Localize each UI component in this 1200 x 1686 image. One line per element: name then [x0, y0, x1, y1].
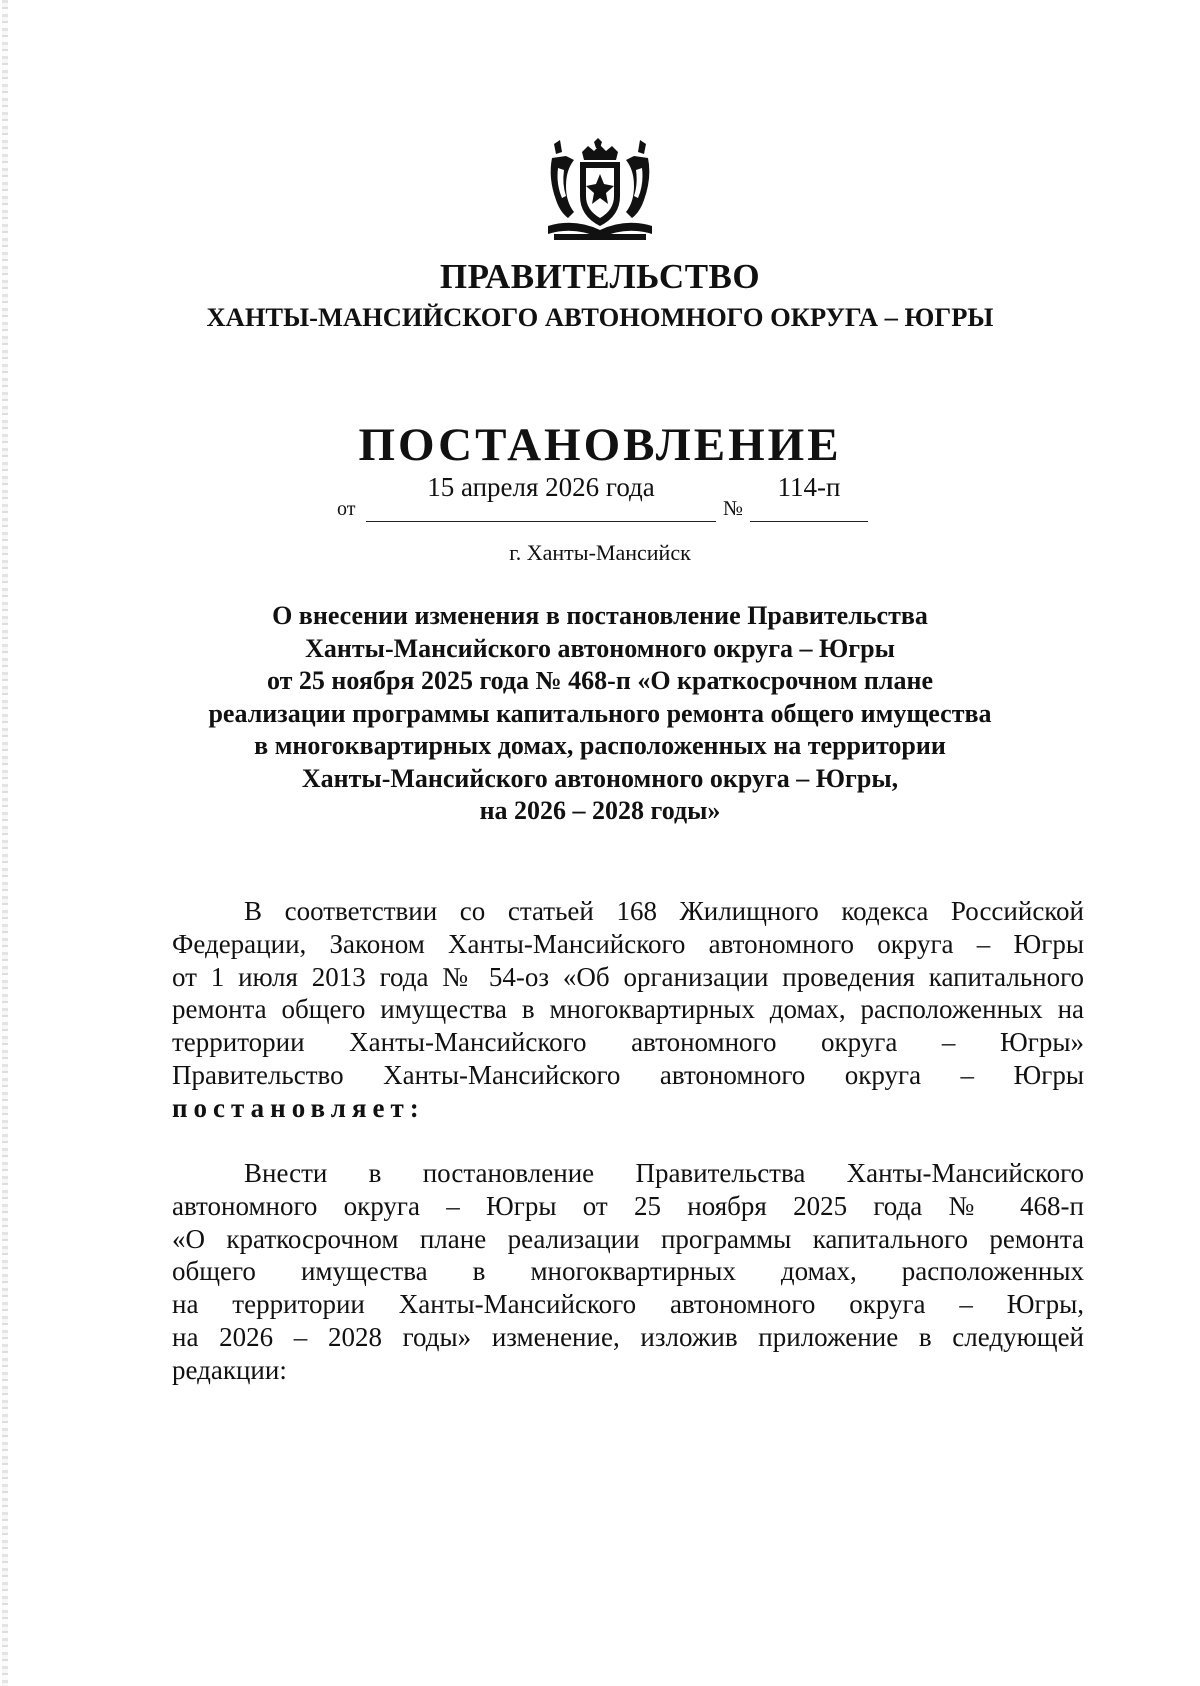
date-prefix: от: [337, 498, 356, 520]
preamble-paragraph: [172, 895, 1084, 1125]
heading-line: Ханты-Мансийского автономного округа – Югры: [305, 633, 895, 663]
paragraph-line: ремонта общего имущества в многоквартирных домах, расположенных на: [172, 994, 1084, 1025]
scan-edge: [2, 0, 8, 1686]
date-underline: [366, 521, 716, 522]
paragraph-line: Правительство Ханты-Мансийского автономного округа – Югры: [172, 1059, 1084, 1090]
document-heading: [180, 600, 1020, 828]
city: г. Ханты-Мансийск: [509, 540, 691, 565]
document-type: ПОСТАНОВЛЕНИЕ: [358, 419, 842, 471]
paragraph-line: редакции:: [172, 1354, 287, 1385]
heading-line: в многоквартирных домах, расположенных на территории: [254, 731, 946, 760]
paragraph-line: общего имущества в многоквартирных домах, расположенных: [172, 1256, 1084, 1287]
paragraph-line: автономного округа – Югры от 25 ноября 2025 года № 468-п: [172, 1190, 1084, 1221]
heading-line: на 2026 – 2028 годы»: [479, 796, 721, 825]
heading-line: О внесении изменения в постановление Правительства: [272, 601, 928, 630]
document-number: 114-п: [777, 472, 841, 502]
number-underline: [750, 521, 868, 522]
document-date: 15 апреля 2026 года: [427, 472, 655, 502]
heading-line: реализации программы капитального ремонта общего имущества: [208, 698, 992, 728]
paragraph-line: Внести в постановление Правительства Ханты-Мансийского: [244, 1158, 1084, 1188]
heading-line: Ханты-Мансийского автономного округа – Югры,: [301, 763, 899, 793]
org-title: ПРАВИТЕЛЬСТВО: [439, 257, 761, 296]
paragraph-line: «О краткосрочном плане реализации программы капитального ремонта: [172, 1223, 1084, 1254]
paragraph-line: Федерации, Законом Ханты-Мансийского автономного округа – Югры: [172, 928, 1084, 959]
paragraph-line: территории Ханты-Мансийского автономного округа – Югры»: [172, 1027, 1084, 1058]
decree-word: постановляет:: [172, 1092, 425, 1123]
heading-line: от 25 ноября 2025 года № 468-п «О краткосрочном плане: [266, 666, 933, 695]
paragraph-line: на территории Ханты-Мансийского автономного округа – Югры,: [172, 1289, 1084, 1320]
resolution-paragraph: [172, 1157, 1084, 1387]
paragraph-line: В соответствии со статьей 168 Жилищного кодекса Российской: [244, 896, 1084, 926]
org-subtitle: ХАНТЫ-МАНСИЙСКОГО АВТОНОМНОГО ОКРУГА – ЮГРЫ: [206, 302, 994, 332]
date-number-row: [0, 470, 1200, 530]
coat-of-arms-icon: [544, 138, 656, 242]
number-sign: №: [723, 496, 744, 520]
paragraph-line: от 1 июля 2013 года № 54-оз «Об организации проведения капитального: [172, 961, 1084, 992]
paragraph-line: на 2026 – 2028 годы» изменение, изложив приложение в следующей: [172, 1321, 1084, 1352]
